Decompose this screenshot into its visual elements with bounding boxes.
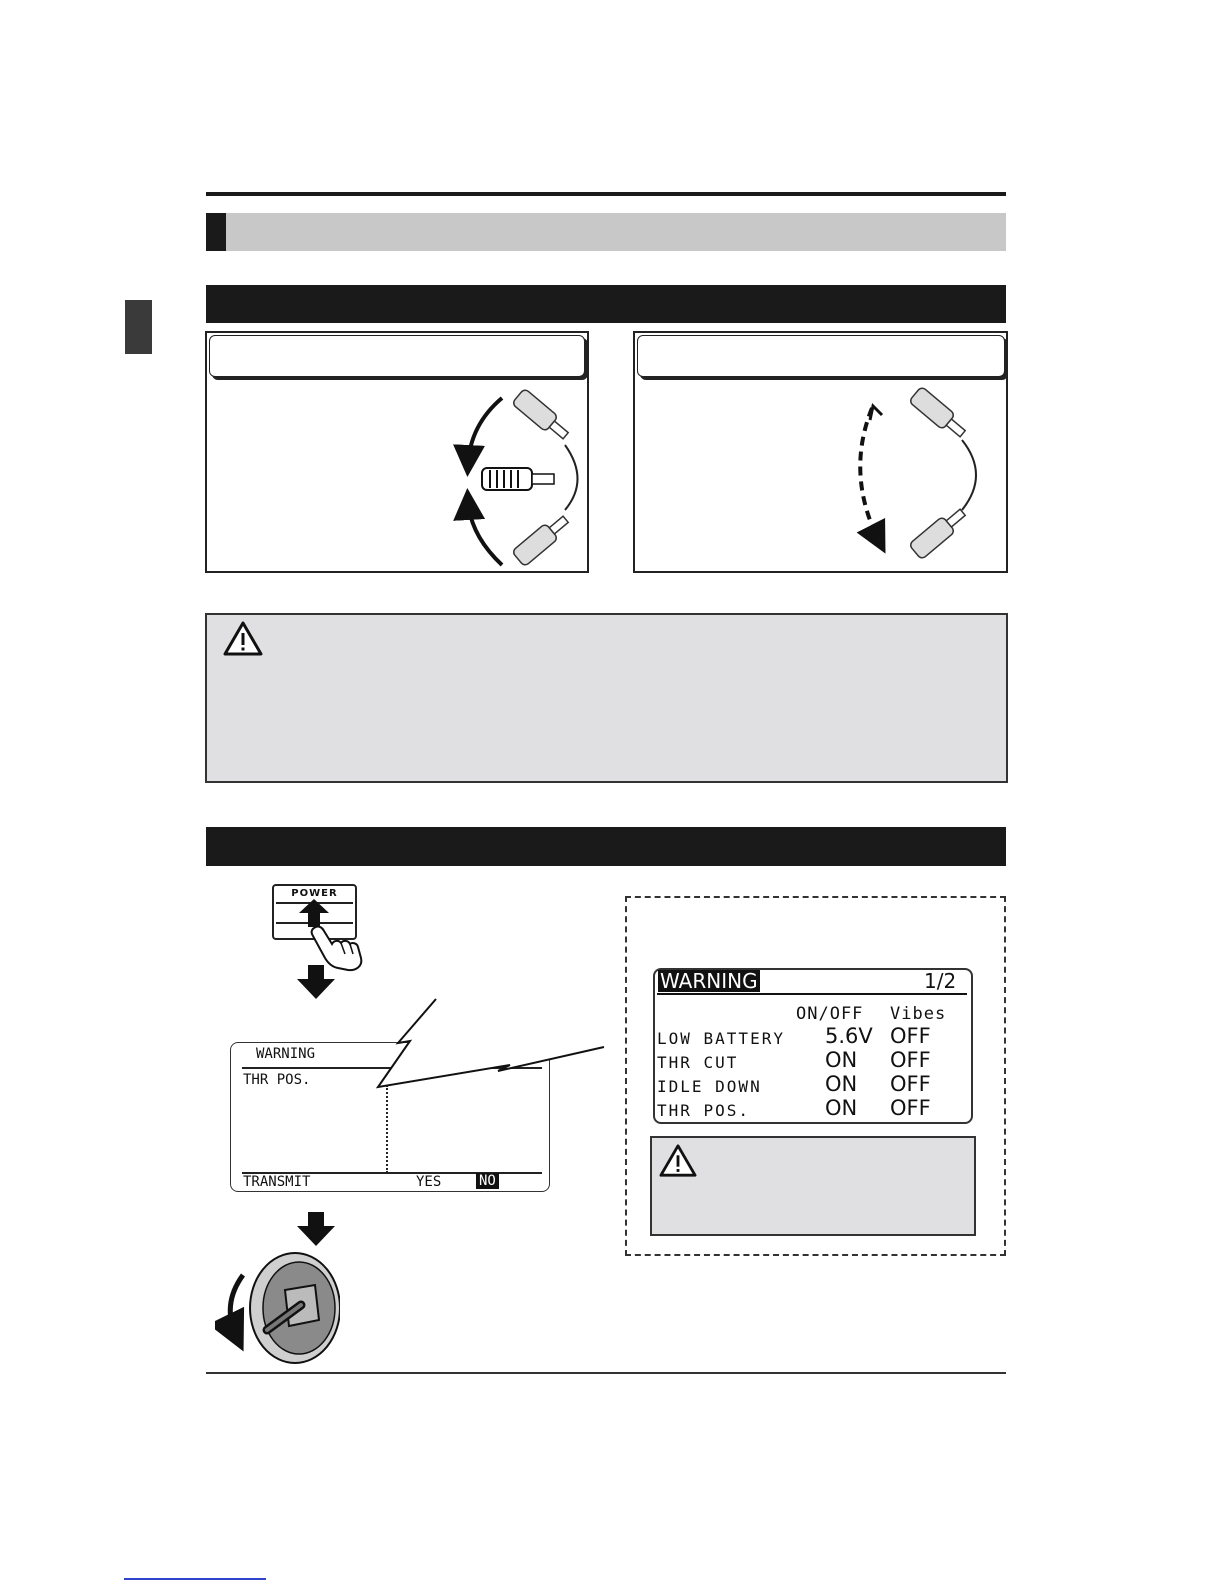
caution-box (205, 613, 1008, 783)
row-onoff-idle-down[interactable]: ON (825, 1072, 858, 1096)
yes-option[interactable]: YES (416, 1174, 442, 1190)
row-label-thr-cut: THR CUT (657, 1053, 739, 1072)
row-onoff-thr-cut[interactable]: ON (825, 1048, 858, 1072)
big-warning-page: 1/2 (924, 969, 957, 993)
power-label: POWER (291, 888, 338, 899)
throttle-stick-illustration (215, 1250, 340, 1365)
top-rule (206, 192, 1006, 196)
row-vibes-thr-cut[interactable]: OFF (890, 1048, 931, 1072)
antenna-lower-icon (512, 512, 572, 567)
small-warning-title: WARNING (256, 1046, 316, 1062)
chapter-tab (125, 300, 152, 354)
transmit-label: TRANSMIT (243, 1174, 311, 1190)
antenna-middle-icon (482, 468, 554, 490)
antenna-range-lower-icon (909, 505, 969, 560)
panel-right-header (637, 335, 1005, 377)
bottom-rule (206, 1372, 1006, 1374)
down-arrow-2-icon (296, 1212, 336, 1247)
caution-icon (222, 620, 264, 658)
small-caution-icon (658, 1143, 698, 1179)
small-caution-box (650, 1136, 976, 1236)
small-warning-item: THR POS. (243, 1072, 311, 1088)
heading-bar-marker (206, 213, 226, 251)
row-vibes-idle-down[interactable]: OFF (890, 1072, 931, 1096)
row-vibes-thr-pos[interactable]: OFF (890, 1096, 931, 1120)
small-warning-dotted-line (386, 1085, 388, 1173)
row-label-thr-pos: THR POS. (657, 1101, 751, 1120)
big-warning-title-rule (657, 993, 967, 995)
no-option[interactable]: NO (476, 1173, 499, 1189)
callout-pointer (370, 995, 610, 1090)
section-bar-1 (206, 285, 1006, 323)
row-onoff-low-battery[interactable]: 5.6V (825, 1024, 873, 1048)
big-warning-title: WARNING (660, 969, 758, 993)
col-vibes-header: Vibes (890, 1004, 947, 1024)
panel-left-header (209, 335, 585, 377)
row-label-low-battery: LOW BATTERY (657, 1029, 785, 1048)
row-vibes-low-battery[interactable]: OFF (890, 1024, 931, 1048)
col-onoff-header: ON/OFF (796, 1004, 864, 1024)
row-label-idle-down: IDLE DOWN (657, 1077, 762, 1096)
antenna-fold-diagram (440, 380, 590, 575)
section-bar-2 (206, 827, 1006, 866)
antenna-upper-icon (512, 388, 572, 443)
antenna-range-diagram (840, 380, 1000, 570)
antenna-range-upper-icon (909, 386, 969, 441)
down-arrow-icon (296, 965, 336, 1000)
page-link-underline[interactable] (124, 1578, 266, 1580)
row-onoff-thr-pos[interactable]: ON (825, 1096, 858, 1120)
heading-bar (206, 213, 1006, 251)
